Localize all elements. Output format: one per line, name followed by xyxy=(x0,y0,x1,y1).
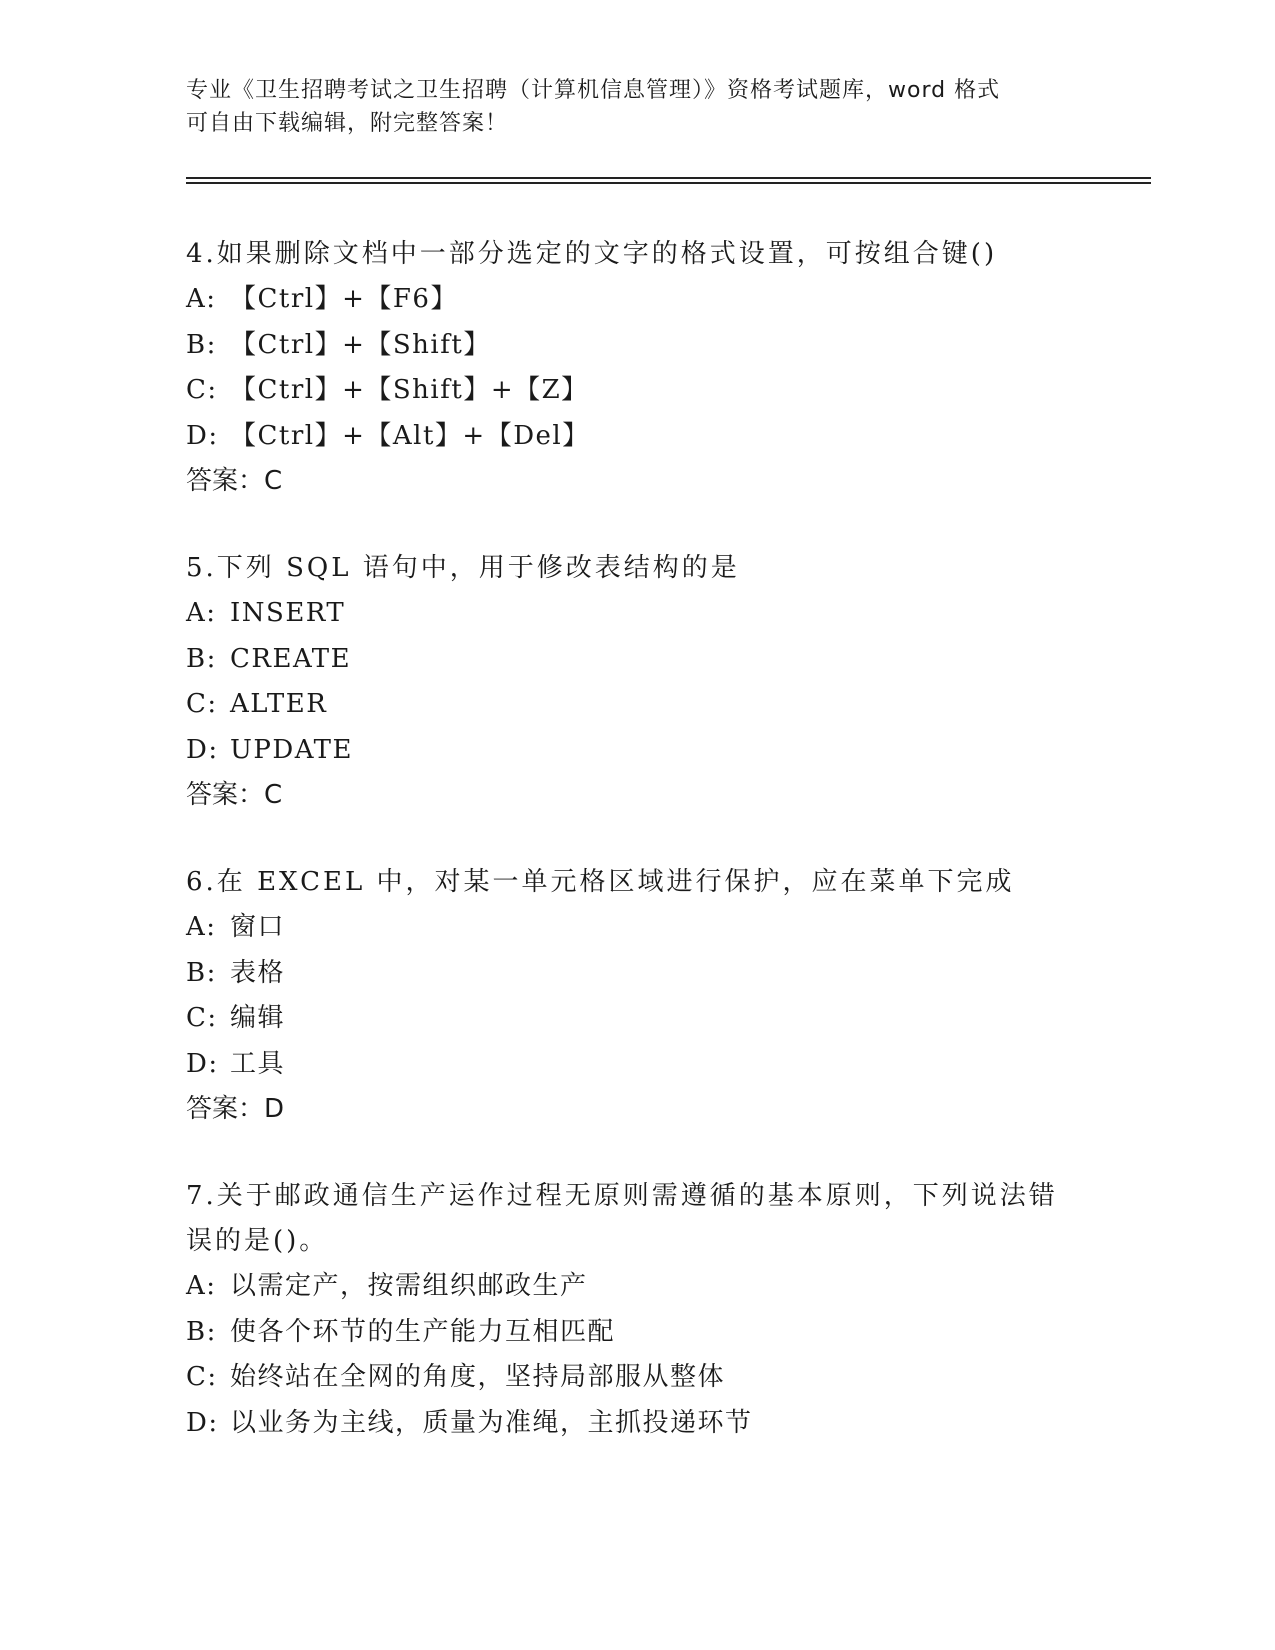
answer-line: 答案：C xyxy=(186,466,283,496)
option-text: INSERT xyxy=(230,598,346,628)
question-list xyxy=(186,232,1086,1488)
option-text: CREATE xyxy=(230,643,352,674)
option-a xyxy=(186,1264,1086,1310)
option-letter: C: xyxy=(186,1362,218,1392)
answer-line: 答案：C xyxy=(186,780,283,810)
option-text: UPDATE xyxy=(230,734,353,765)
option-letter: C: xyxy=(186,375,218,405)
header-divider-top xyxy=(186,177,1151,179)
header-line-1: 专业《卫生招聘考试之卫生招聘（计算机信息管理）》资格考试题库，word 格式 xyxy=(186,78,1001,103)
option-b xyxy=(186,323,1086,369)
question-stem-line-1: 7.关于邮政通信生产运作过程无原则需遵循的基本原则，下列说法错 xyxy=(186,1181,1058,1211)
option-letter: B: xyxy=(186,329,217,360)
option-c xyxy=(186,996,1086,1042)
option-d xyxy=(186,728,1086,774)
header-line-2: 可自由下载编辑，附完整答案！ xyxy=(186,111,509,136)
option-text: 窗口 xyxy=(230,912,286,942)
question-stem-line-2: 误的是()。 xyxy=(186,1226,329,1256)
question-5 xyxy=(186,546,1086,818)
question-stem: 5.下列 SQL 语句中，用于修改表结构的是 xyxy=(186,553,740,583)
option-letter: A: xyxy=(186,598,217,628)
option-letter: D: xyxy=(186,1048,219,1079)
option-letter: B: xyxy=(186,1316,217,1347)
option-text: 【Ctrl】+【F6】 xyxy=(230,284,458,314)
option-b xyxy=(186,637,1086,683)
option-text: 始终站在全网的角度，坚持局部服从整体 xyxy=(230,1362,726,1392)
question-stem: 6.在 EXCEL 中，对某一单元格区域进行保护，应在菜单下完成 xyxy=(186,867,1015,897)
option-letter: C: xyxy=(186,689,218,719)
answer-line: 答案：D xyxy=(186,1094,285,1124)
option-a xyxy=(186,905,1086,951)
option-letter: D: xyxy=(186,734,219,765)
option-c xyxy=(186,682,1086,728)
option-letter: D: xyxy=(186,420,219,451)
option-c xyxy=(186,1355,1086,1401)
option-c xyxy=(186,368,1086,414)
document-header xyxy=(186,74,1086,140)
option-letter: D: xyxy=(186,1407,219,1438)
option-text: 工具 xyxy=(230,1048,286,1079)
option-a xyxy=(186,591,1086,637)
option-text: 【Ctrl】+【Shift】 xyxy=(230,329,491,360)
option-letter: B: xyxy=(186,957,217,988)
option-d xyxy=(186,414,1086,460)
option-b xyxy=(186,1310,1086,1356)
option-letter: A: xyxy=(186,284,217,314)
option-letter: A: xyxy=(186,912,217,942)
option-text: 以需定产，按需组织邮政生产 xyxy=(230,1271,588,1301)
option-text: 表格 xyxy=(230,957,286,988)
option-d xyxy=(186,1401,1086,1447)
question-6 xyxy=(186,860,1086,1132)
question-stem xyxy=(186,1174,1086,1264)
option-text: 使各个环节的生产能力互相匹配 xyxy=(230,1316,616,1347)
question-4 xyxy=(186,232,1086,504)
option-a xyxy=(186,277,1086,323)
option-letter: C: xyxy=(186,1003,218,1033)
option-text: 【Ctrl】+【Shift】+【Z】 xyxy=(230,375,589,405)
option-text: 以业务为主线，质量为准绳，主抓投递环节 xyxy=(230,1407,753,1438)
question-7 xyxy=(186,1174,1086,1446)
header-divider-bottom xyxy=(186,182,1151,184)
option-letter: A: xyxy=(186,1271,217,1301)
option-text: 【Ctrl】+【Alt】+【Del】 xyxy=(230,420,590,451)
option-letter: B: xyxy=(186,643,217,674)
option-d xyxy=(186,1042,1086,1088)
option-text: ALTER xyxy=(230,689,328,719)
option-text: 编辑 xyxy=(230,1003,286,1033)
question-stem: 4.如果删除文档中一部分选定的文字的格式设置，可按组合键() xyxy=(186,239,998,269)
option-b xyxy=(186,951,1086,997)
